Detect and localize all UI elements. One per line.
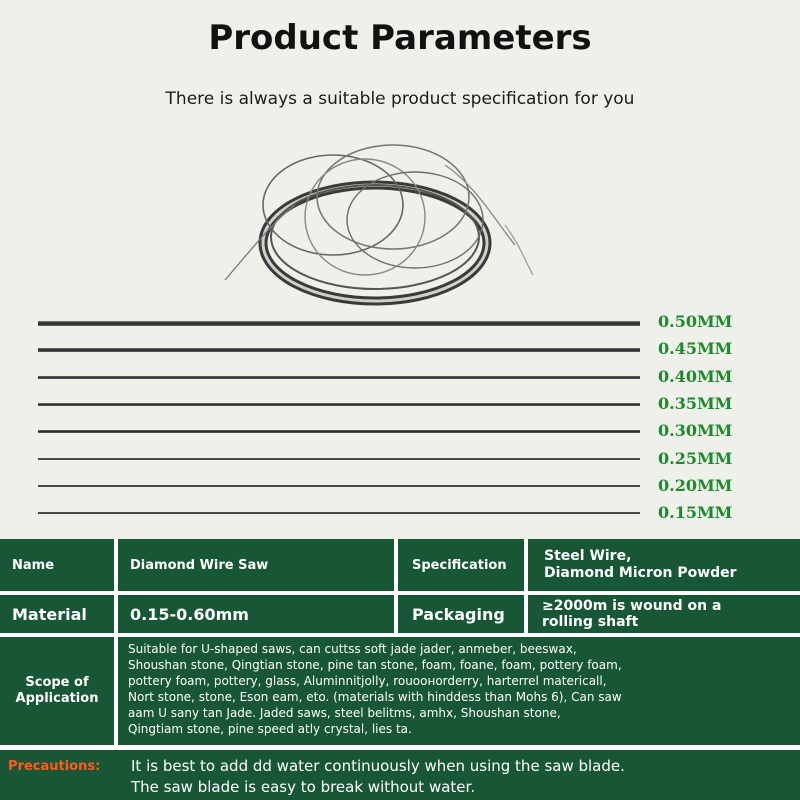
wire-thickness-label: 0.45MM (658, 339, 733, 359)
name-value: Diamond Wire Saw (118, 539, 394, 591)
precautions-bar (0, 750, 800, 800)
wire-sample-line (38, 348, 640, 352)
specification-line-2: Diamond Micron Powder (544, 565, 737, 581)
wire-row (38, 394, 798, 418)
wire-thickness-label: 0.30MM (658, 421, 733, 441)
wire-sample-line (38, 321, 640, 326)
precautions-text (131, 756, 791, 798)
wire-sample-line (38, 458, 640, 460)
precautions-line-1: It is best to add dd water continuously when using the saw blade. (131, 757, 625, 775)
wire-row (38, 476, 798, 500)
precautions-line-2: The saw blade is easy to break without water. (131, 778, 476, 796)
wire-row (38, 449, 798, 473)
scope-line: Suitable for U-shaped saws, can cuttss soft jade jader, anmeber, beeswax, (128, 642, 577, 656)
specification-value (528, 539, 800, 591)
wire-thickness-label: 0.35MM (658, 393, 733, 413)
name-label: Name (0, 539, 114, 591)
wire-coil-image (215, 125, 535, 310)
scope-line: aam U sany tan Jade. Jaded saws, steel belitms, amhx, Shoushan stone, (128, 706, 561, 720)
wire-thickness-label: 0.25MM (658, 448, 733, 468)
material-label: Material (0, 595, 114, 633)
material-value: 0.15-0.60mm (118, 595, 394, 633)
wire-row (38, 312, 798, 336)
scope-value (118, 637, 800, 745)
scope-line: Nort stone, stone, Eson eam, eto. (materials with hinddess than Mohs 6), Can saw (128, 690, 622, 704)
specification-line-1: Steel Wire, (544, 548, 632, 564)
scope-line: pottery foam, pottery, glass, Aluminnitjolly, rouooнorderry, harterrel matericall, (128, 674, 607, 688)
precautions-label: Precautions: (8, 759, 101, 774)
packaging-value (528, 595, 800, 633)
wire-sample-line (38, 512, 640, 514)
specification-label: Specification (398, 539, 524, 591)
scope-label (0, 637, 114, 745)
page-title: Product Parameters (208, 18, 592, 58)
wire-row (38, 339, 798, 363)
packaging-line-1: ≥2000m is wound on a (542, 598, 722, 614)
wire-thickness-label: 0.50MM (658, 312, 733, 331)
packaging-label: Packaging (398, 595, 524, 633)
scope-label-line-1: Scope of (25, 675, 89, 690)
packaging-line-2: rolling shaft (542, 614, 639, 630)
wire-thickness-label: 0.15MM (658, 503, 733, 523)
wire-row (38, 421, 798, 445)
wire-sample-line (38, 403, 640, 406)
wire-thickness-label: 0.40MM (658, 366, 733, 386)
page-subtitle: There is always a suitable product specification for you (165, 89, 635, 109)
scope-line: Qingtiam stone, pine speed atly crystal, lies ta. (128, 722, 412, 736)
wire-sample-line (38, 376, 640, 380)
wire-row (38, 367, 798, 391)
wire-sample-line (38, 485, 640, 487)
wire-row (38, 503, 798, 527)
scope-label-line-2: Application (15, 691, 99, 706)
scope-line: Shoushan stone, Qingtian stone, pine tan stone, foam, foane, foam, pottery foam, (128, 658, 622, 672)
wire-thickness-label: 0.20MM (658, 475, 733, 495)
wire-sample-line (38, 430, 640, 433)
